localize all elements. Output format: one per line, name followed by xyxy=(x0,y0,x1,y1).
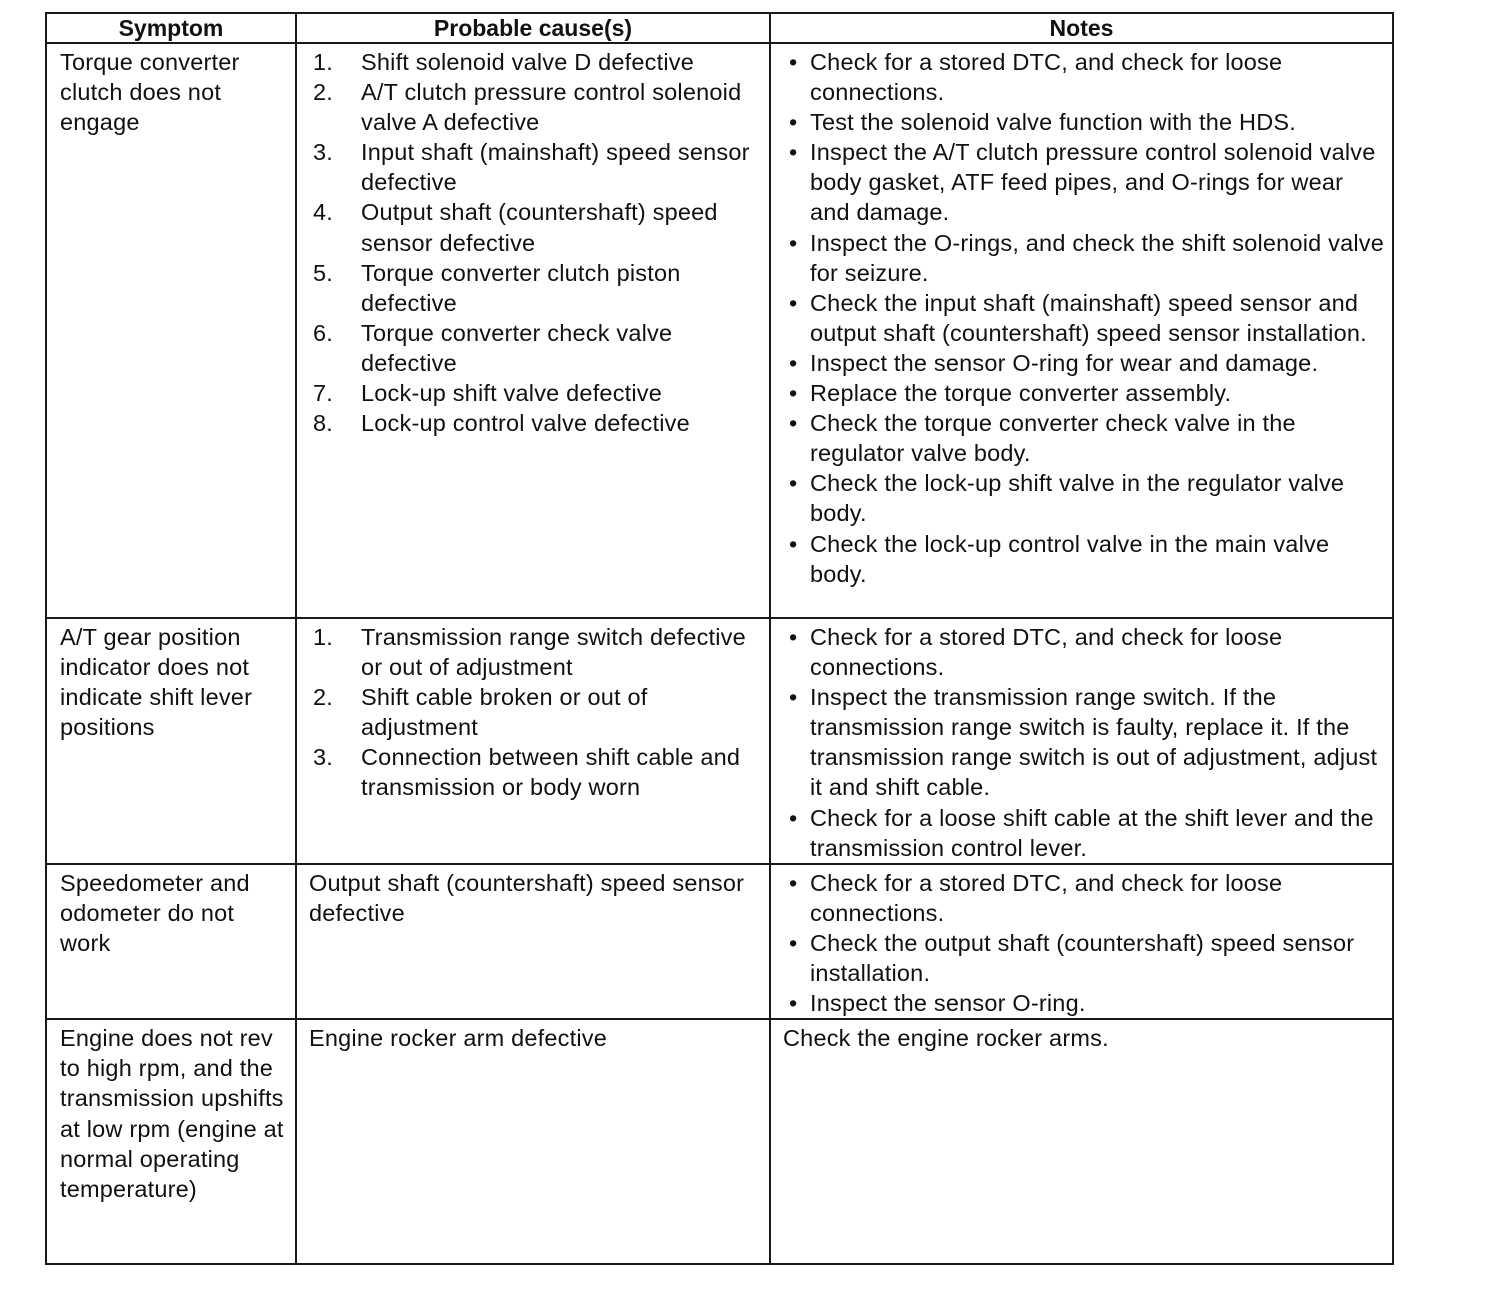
causes-cell: Output shaft (countershaft) speed sensor defective xyxy=(296,864,770,1019)
list-item xyxy=(783,468,1386,528)
bullet-icon: • xyxy=(789,410,798,437)
bullet-icon: • xyxy=(789,49,798,75)
note-text: Check the lock-up control valve in the main valve body. xyxy=(810,530,1330,587)
symptom-cell: Torque converter clutch does not engage xyxy=(46,43,296,618)
note-text: Check the torque converter check valve in the regulator valve body. xyxy=(810,410,1296,467)
bullet-icon: • xyxy=(789,380,798,407)
item-number: 2. xyxy=(313,79,333,106)
note-text: Test the solenoid valve function with the HDS. xyxy=(810,109,1296,136)
note-text: Check the input shaft (mainshaft) speed sensor and output shaft (countershaft) speed sensor installation. xyxy=(810,289,1367,346)
list-item xyxy=(309,197,763,257)
list-item xyxy=(783,228,1386,288)
cause-text: Connection between shift cable and transmission or body worn xyxy=(361,744,741,801)
cause-text: Shift cable broken or out of adjustment xyxy=(361,684,648,741)
notes-cell: Check the engine rocker arms. xyxy=(770,1019,1393,1264)
notes-cell xyxy=(770,43,1393,618)
notes-list xyxy=(783,47,1386,589)
list-item xyxy=(309,77,763,137)
bullet-icon: • xyxy=(789,349,798,376)
bullet-icon: • xyxy=(789,624,798,650)
cause-text: A/T clutch pressure control solenoid valve A defective xyxy=(361,79,742,136)
list-item xyxy=(783,137,1386,227)
table-row xyxy=(46,43,1393,618)
notes-cell xyxy=(770,618,1393,864)
note-text: Inspect the sensor O-ring. xyxy=(810,990,1086,1017)
item-number: 2. xyxy=(313,684,333,711)
note-text: Check for a stored DTC, and check for loose connections. xyxy=(810,49,1283,106)
cause-text: Shift solenoid valve D defective xyxy=(361,49,694,75)
cause-text: Input shaft (mainshaft) speed sensor defective xyxy=(361,139,750,196)
notes-cell xyxy=(770,864,1393,1019)
table-row xyxy=(46,618,1393,864)
note-text: Replace the torque converter assembly. xyxy=(810,380,1232,407)
bullet-icon: • xyxy=(789,804,798,831)
list-item xyxy=(783,803,1386,863)
bullet-icon: • xyxy=(789,869,798,896)
list-item xyxy=(309,742,763,802)
table-row xyxy=(46,1019,1393,1264)
bullet-icon: • xyxy=(789,470,798,497)
list-item xyxy=(309,258,763,318)
note-text: Check the lock-up shift valve in the regulator valve body. xyxy=(810,470,1345,527)
causes-list xyxy=(309,622,763,803)
cause-text: Torque converter check valve defective xyxy=(361,319,673,376)
list-item xyxy=(783,408,1386,468)
symptom-cell: Engine does not rev to high rpm, and the transmission upshifts at low rpm (engine at normal operating temperature) xyxy=(46,1019,296,1264)
table-header-row xyxy=(46,13,1393,43)
list-item xyxy=(783,529,1386,589)
list-item xyxy=(783,107,1386,137)
header-notes: Notes xyxy=(770,13,1393,43)
cause-text: Transmission range switch defective or out of adjustment xyxy=(361,624,746,681)
bullet-icon: • xyxy=(789,139,798,166)
bullet-icon: • xyxy=(789,684,798,711)
note-text: Inspect the A/T clutch pressure control solenoid valve body gasket, ATF feed pipes, and O-rings for wear and damage. xyxy=(810,139,1376,226)
list-item xyxy=(309,682,763,742)
list-item xyxy=(783,868,1386,928)
list-item xyxy=(783,622,1386,682)
symptom-cell: A/T gear position indicator does not indicate shift lever positions xyxy=(46,618,296,864)
causes-list xyxy=(309,47,763,438)
list-item xyxy=(783,988,1386,1018)
table-row xyxy=(46,864,1393,1019)
header-symptom: Symptom xyxy=(46,13,296,43)
bullet-icon: • xyxy=(789,530,798,557)
causes-cell xyxy=(296,43,770,618)
item-number: 5. xyxy=(313,259,333,286)
list-item xyxy=(783,348,1386,378)
bullet-icon: • xyxy=(789,109,798,136)
bullet-icon: • xyxy=(789,990,798,1017)
item-number: 4. xyxy=(313,199,333,226)
troubleshooting-table xyxy=(45,12,1394,1265)
note-text: Check for a loose shift cable at the shift lever and the transmission control lever. xyxy=(810,804,1374,861)
note-text: Inspect the O-rings, and check the shift solenoid valve for seizure. xyxy=(810,229,1385,286)
list-item xyxy=(783,682,1386,802)
list-item xyxy=(783,378,1386,408)
note-text: Check for a stored DTC, and check for loose connections. xyxy=(810,624,1283,681)
list-item xyxy=(309,137,763,197)
note-text: Inspect the transmission range switch. If the transmission range switch is faulty, replace it. If the transmission range switch is out of adjustment, adjust it and shift cable. xyxy=(810,684,1378,801)
cause-text: Torque converter clutch piston defective xyxy=(361,259,681,316)
item-number: 7. xyxy=(313,380,333,407)
cause-text: Lock-up control valve defective xyxy=(361,410,690,437)
item-number: 8. xyxy=(313,410,333,437)
list-item xyxy=(783,47,1386,107)
list-item xyxy=(309,318,763,378)
list-item xyxy=(309,408,763,438)
cause-text: Lock-up shift valve defective xyxy=(361,380,663,407)
list-item xyxy=(309,378,763,408)
list-item xyxy=(309,47,763,77)
list-item xyxy=(783,928,1386,988)
bullet-icon: • xyxy=(789,289,798,316)
notes-list xyxy=(783,868,1386,1018)
notes-list xyxy=(783,622,1386,863)
header-probable-causes: Probable cause(s) xyxy=(296,13,770,43)
causes-cell: Engine rocker arm defective xyxy=(296,1019,770,1264)
cause-text: Output shaft (countershaft) speed sensor defective xyxy=(361,199,718,256)
item-number: 3. xyxy=(313,744,333,771)
item-number: 6. xyxy=(313,319,333,346)
item-number: 1. xyxy=(313,49,333,75)
item-number: 1. xyxy=(313,624,333,650)
bullet-icon: • xyxy=(789,229,798,256)
note-text: Inspect the sensor O-ring for wear and damage. xyxy=(810,349,1319,376)
bullet-icon: • xyxy=(789,929,798,956)
list-item xyxy=(783,288,1386,348)
note-text: Check the output shaft (countershaft) speed sensor installation. xyxy=(810,929,1355,987)
list-item xyxy=(309,622,763,682)
symptom-cell: Speedometer and odometer do not work xyxy=(46,864,296,1019)
causes-cell xyxy=(296,618,770,864)
item-number: 3. xyxy=(313,139,333,166)
note-text: Check for a stored DTC, and check for loose connections. xyxy=(810,869,1283,926)
